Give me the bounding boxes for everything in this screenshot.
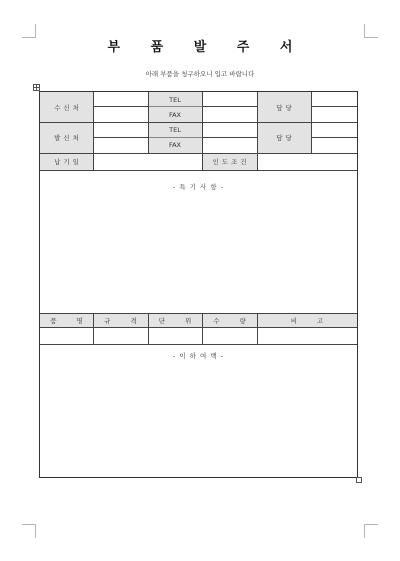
sender-manager-label: 담당 xyxy=(257,122,311,153)
grid-line xyxy=(93,313,94,344)
grid-line xyxy=(148,313,149,344)
grid-line xyxy=(40,122,357,123)
sender-manager-field-2[interactable] xyxy=(311,137,357,153)
sender-fax-field[interactable] xyxy=(202,137,257,153)
sender-fax-label: FAX xyxy=(148,137,202,153)
sender-name-field-2[interactable] xyxy=(93,137,148,153)
grid-line xyxy=(93,106,148,107)
crop-mark-bottom-left xyxy=(22,524,36,538)
grid-line xyxy=(202,313,203,344)
item-spec-cell[interactable] xyxy=(93,327,148,344)
grid-line xyxy=(40,327,357,328)
handover-terms-label: 인도조건 xyxy=(202,153,257,170)
receiver-manager-field-1[interactable] xyxy=(311,92,357,107)
grid-line xyxy=(311,92,312,153)
column-header-remarks: 비 고 xyxy=(257,313,357,327)
receiver-manager-field-2[interactable] xyxy=(311,107,357,122)
sender-tel-field[interactable] xyxy=(202,122,257,137)
grid-line xyxy=(40,170,357,171)
column-header-quantity: 수 량 xyxy=(202,313,257,327)
special-notes-heading: - 특 기 사 항 - xyxy=(172,183,225,191)
column-header-spec: 규 격 xyxy=(93,313,148,327)
grid-line xyxy=(311,137,357,138)
receiver-tel-field[interactable] xyxy=(202,92,257,107)
column-header-item-name: 품 명 xyxy=(40,313,93,327)
handover-terms-field[interactable] xyxy=(257,153,357,170)
sender-manager-field-1[interactable] xyxy=(311,122,357,137)
grid-line xyxy=(148,137,202,138)
sender-label: 발신처 xyxy=(40,122,93,153)
grid-line xyxy=(257,313,258,344)
receiver-name-field-2[interactable] xyxy=(93,107,148,122)
receiver-tel-label: TEL xyxy=(148,92,202,107)
grid-line xyxy=(202,137,257,138)
table-move-handle-icon[interactable] xyxy=(33,84,40,91)
column-header-unit: 단 위 xyxy=(148,313,202,327)
receiver-fax-field[interactable] xyxy=(202,107,257,122)
item-remarks-cell[interactable] xyxy=(257,327,357,344)
document-subtitle: 아래 부품을 청구하오니 입고 바랍니다 xyxy=(145,70,255,78)
delivery-date-label: 납기일 xyxy=(40,153,93,170)
grid-line xyxy=(40,344,357,345)
grid-line xyxy=(93,92,94,170)
item-name-cell[interactable] xyxy=(40,327,93,344)
grid-line xyxy=(148,92,149,153)
table-resize-handle[interactable] xyxy=(356,477,362,483)
grid-line xyxy=(311,106,357,107)
receiver-label: 수신처 xyxy=(40,92,93,122)
receiver-manager-label: 담당 xyxy=(257,92,311,122)
grid-line xyxy=(148,106,202,107)
special-notes-area[interactable] xyxy=(40,192,357,312)
document-title: 부 품 발 주 서 xyxy=(107,40,306,55)
item-quantity-cell[interactable] xyxy=(202,327,257,344)
receiver-name-field-1[interactable] xyxy=(93,92,148,107)
purchase-order-form xyxy=(39,91,358,478)
grid-line xyxy=(40,313,357,314)
item-unit-cell[interactable] xyxy=(148,327,202,344)
crop-mark-bottom-right xyxy=(364,524,378,538)
sender-tel-label: TEL xyxy=(148,122,202,137)
grid-line xyxy=(40,153,357,154)
grid-line xyxy=(93,137,148,138)
grid-line xyxy=(257,92,258,170)
delivery-date-field[interactable] xyxy=(93,153,202,170)
end-of-list-marker: - 이 하 여 백 - xyxy=(172,352,225,360)
sender-name-field-1[interactable] xyxy=(93,122,148,137)
grid-line xyxy=(202,106,257,107)
grid-line xyxy=(202,92,203,170)
receiver-fax-label: FAX xyxy=(148,107,202,122)
